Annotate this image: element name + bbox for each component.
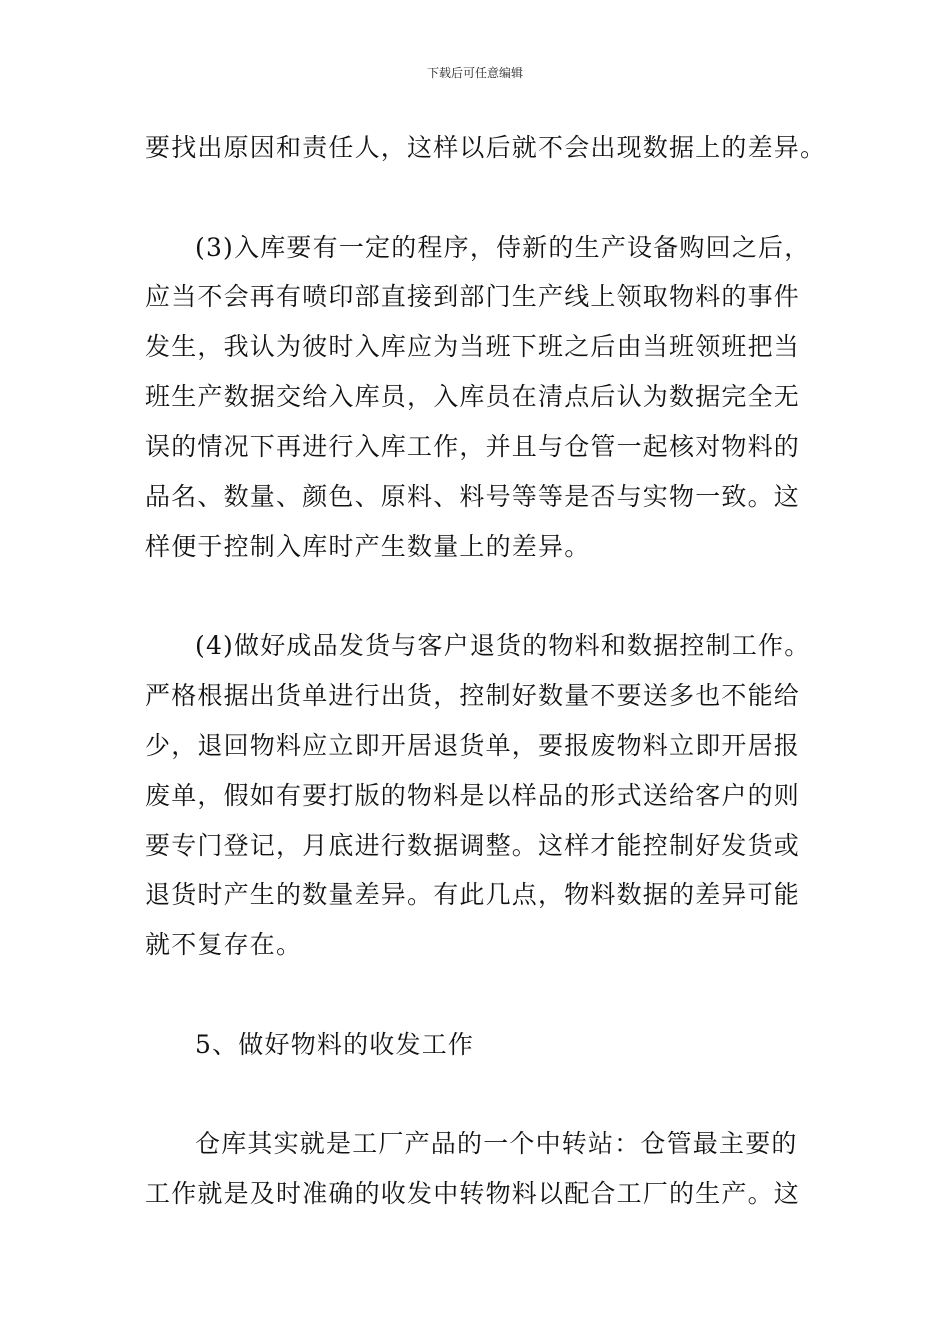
text-line: 发生，我认为彼时入库应为当班下班之后由当班领班把当 — [145, 332, 801, 361]
text-line: 就不复存在。 — [145, 930, 303, 959]
text-line: 废单，假如有要打版的物料是以样品的形式送给客户的则 — [145, 781, 801, 810]
download-note: 下载后可任意编辑 — [426, 66, 523, 80]
text-line: 要找出原因和责任人，这样以后就不会出现数据上的差异。 — [145, 133, 827, 162]
text-line: 误的情况下再进行入库工作，并且与仓管一起核对物料的 — [145, 432, 801, 461]
text-line: 要专门登记，月底进行数据调整。这样才能控制好发货或 — [145, 831, 801, 860]
text-line: 退货时产生的数量差异。有此几点，物料数据的差异可能 — [145, 880, 801, 909]
text-line: 工作就是及时准确的收发中转物料以配合工厂的生产。这 — [145, 1179, 801, 1208]
text-line: 少，退回物料应立即开居退货单，要报废物料立即开居报 — [145, 731, 801, 760]
text-line: 样便于控制入库时产生数量上的差异。 — [145, 532, 591, 561]
text-line: 品名、数量、颜色、原料、料号等等是否与实物一致。这 — [145, 482, 801, 511]
text-line: 应当不会再有喷印部直接到部门生产线上领取物料的事件 — [145, 282, 801, 311]
text-line: 班生产数据交给入库员，入库员在清点后认为数据完全无 — [145, 382, 801, 411]
text-line: 仓库其实就是工厂产品的一个中转站：仓管最主要的 — [195, 1129, 798, 1158]
section-heading: 5、做好物料的收发工作 — [195, 1030, 475, 1059]
text-line: (4)做好成品发货与客户退货的物料和数据控制工作。 — [195, 631, 811, 660]
text-line: (3)入库要有一定的程序，侍新的生产设备购回之后， — [195, 233, 811, 262]
text-line: 严格根据出货单进行出货，控制好数量不要送多也不能给 — [145, 681, 801, 710]
